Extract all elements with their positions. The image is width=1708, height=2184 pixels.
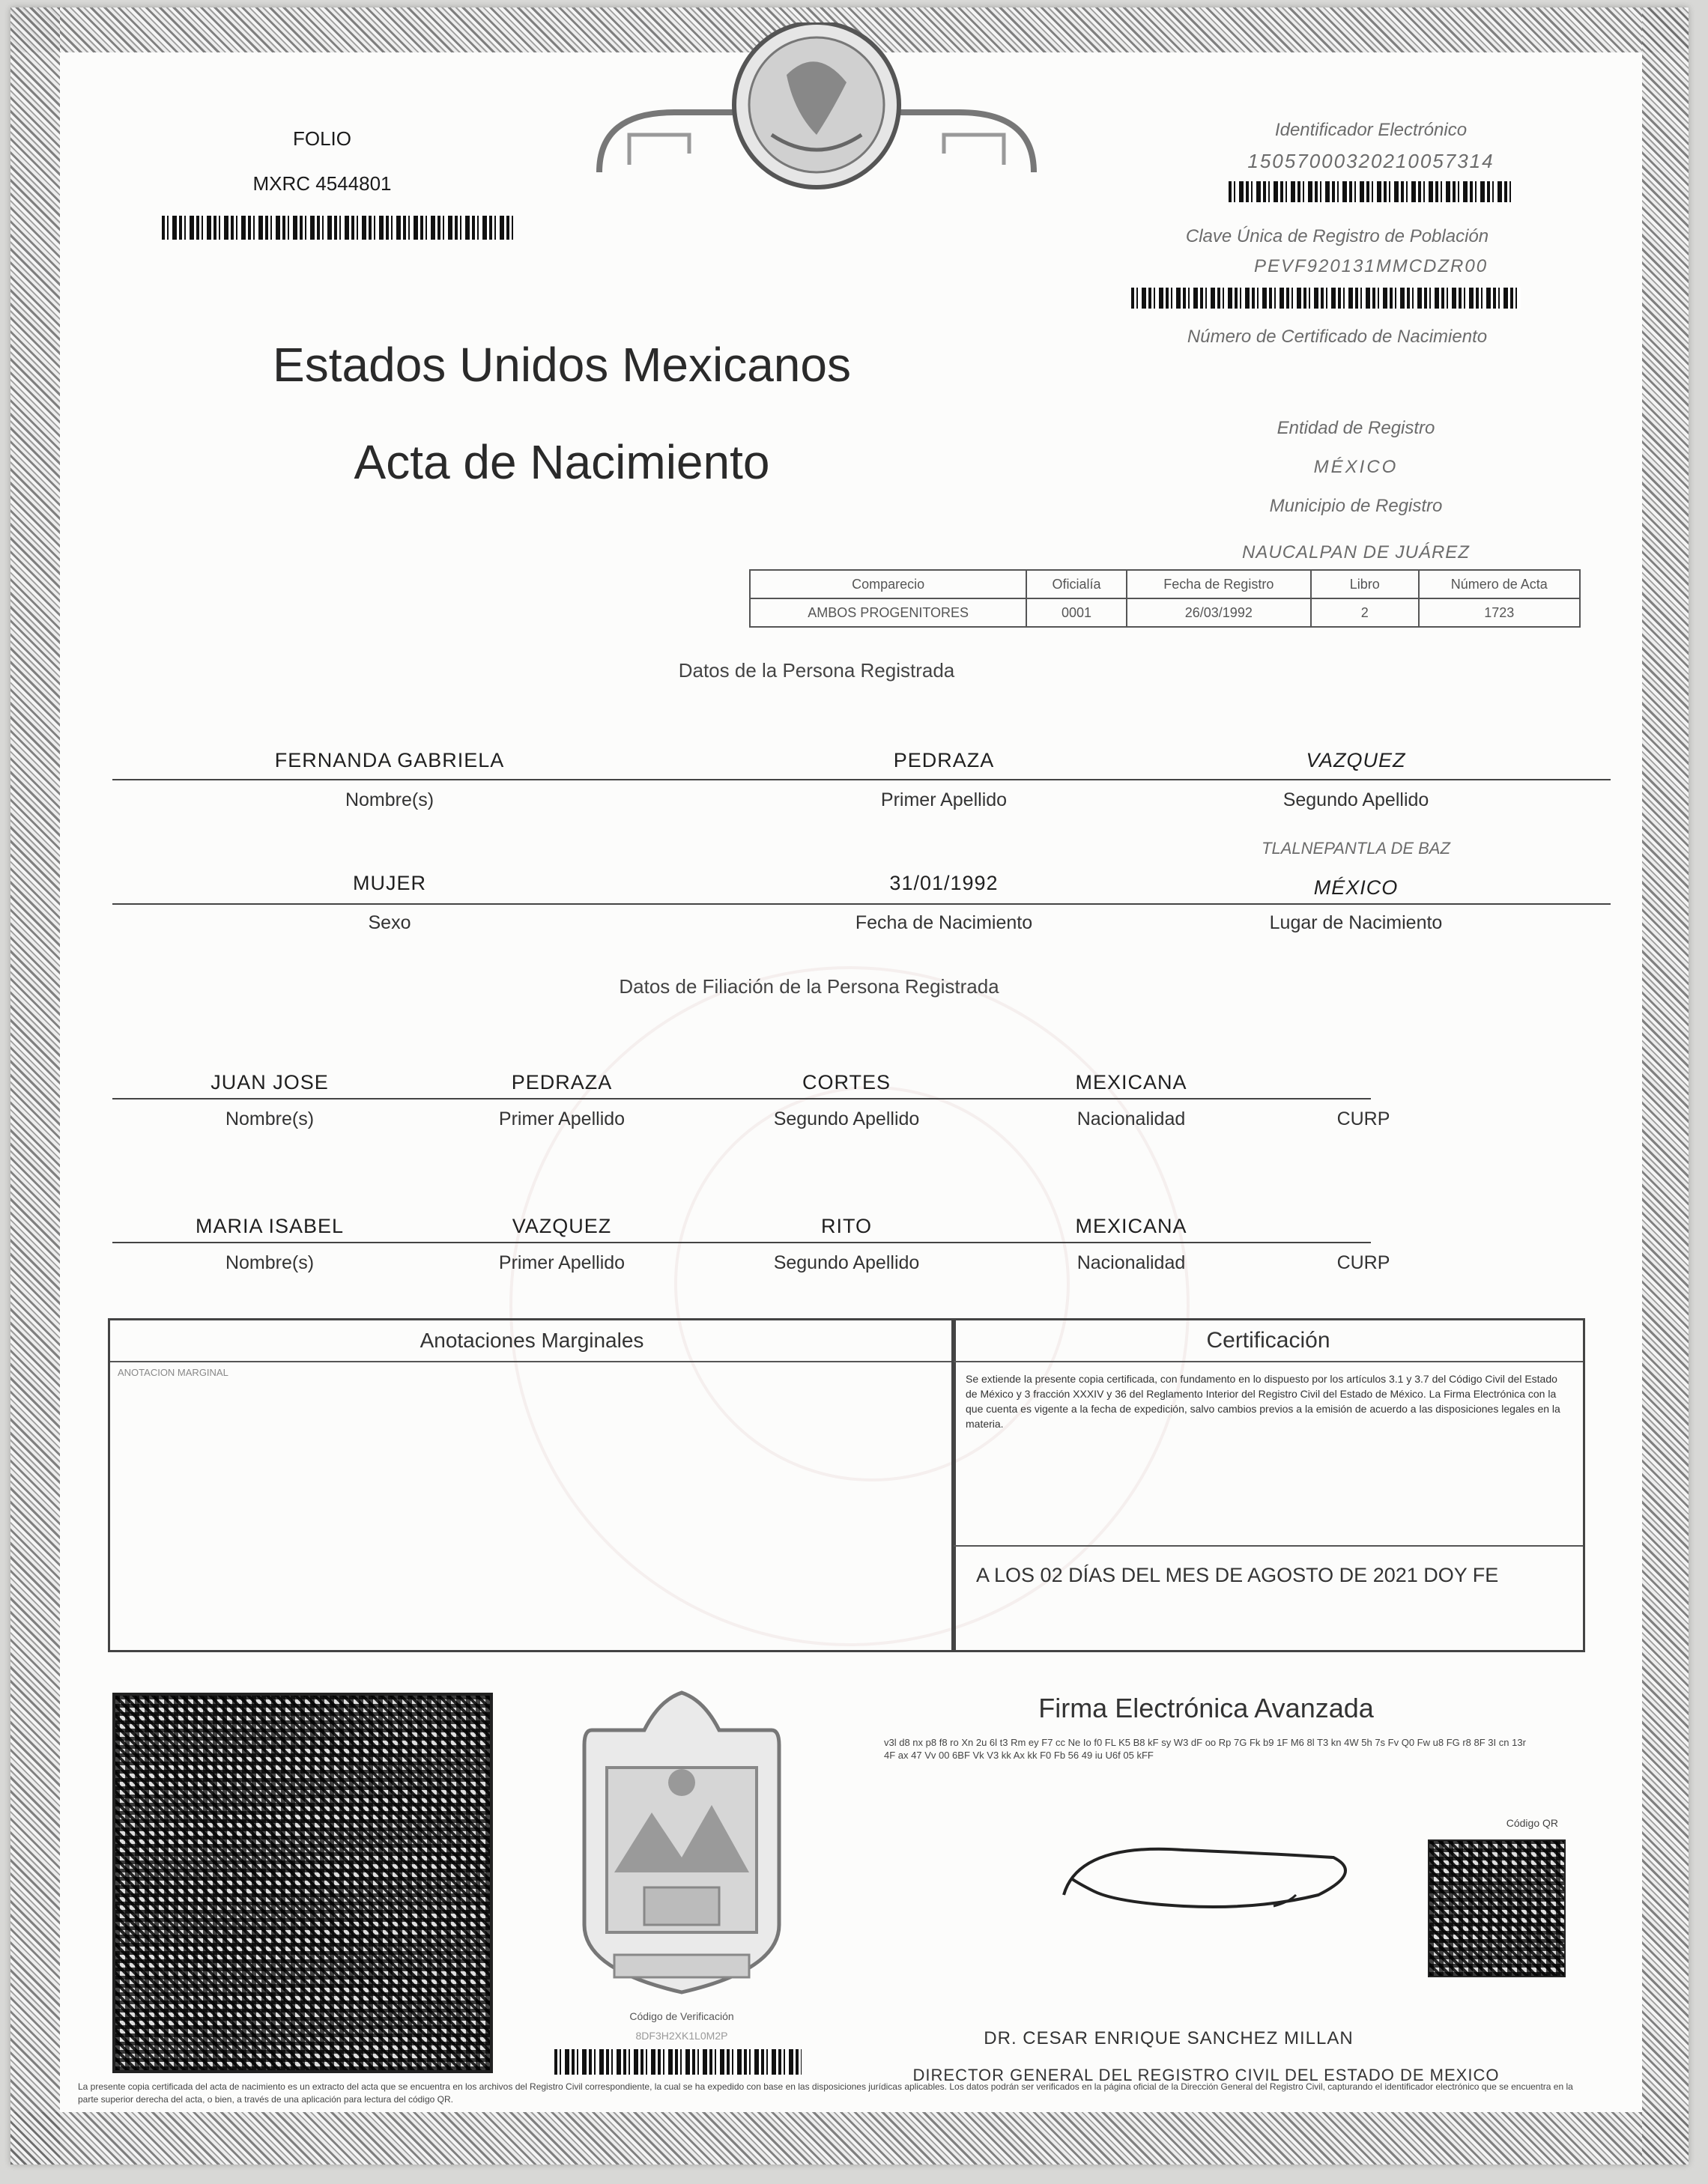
certification-box (951, 1318, 1585, 1652)
parent1-surname1-label: Primer Apellido (498, 1108, 626, 1129)
parent2-nationality: MEXICANA (1075, 1215, 1187, 1237)
person-first-name: FERNANDA GABRIELA (274, 749, 505, 771)
signature-qr-code (1428, 1839, 1566, 1977)
person-section-title: Datos de la Persona Registrada (678, 659, 955, 682)
director-title: DIRECTOR GENERAL DEL REGISTRO CIVIL DEL ESTADO DE MEXICO (912, 2066, 1500, 2084)
registry-header-cell: Fecha de Registro (1127, 570, 1311, 598)
certification-body: Se extiende la presente copia certificada, con fundamento en lo dispuesto por los artículos 3.1 y 3.7 del Código Civil del Estado de México y 3 fracción XXXIV y 36 del Reglamento Interior del Registro Civil del Estado de México. La Firma Electrónica con la que cuenta es vigente a la fecha de expedición, salvo cambios previos a la emisión de acuerdo a las disposiciones legales en la materia. (966, 1373, 1560, 1430)
curp-barcode (1131, 288, 1521, 309)
curp-value: PEVF920131MMCDZR00 (1253, 256, 1489, 276)
registry-value-cell: 1723 (1419, 598, 1580, 627)
curp-label: Clave Única de Registro de Población (1185, 226, 1489, 246)
qr-label: Código QR (1506, 1817, 1558, 1829)
verification-barcode (554, 2049, 802, 2075)
signature-hash: v3l d8 nx p8 f8 ro Xn 2u 6l t3 Rm ey F7 cc Ne Io f0 FL K5 B8 kF sy W3 dF oo Rp 7G Fk b9 1F M6 8l T3 kn 4W 5h 7s Fv Q0 Fw u8 FG r8 8F 3I cn 13r 4F ax 47 Vv 00 6BF Vk V3 kk Ax kk F0 Fb 56 49 iu U6f 05 kFF (884, 1737, 1526, 1761)
person-birth-line (112, 903, 1611, 905)
parent1-surname2: CORTES (802, 1071, 891, 1093)
certification-title: Certificación (954, 1320, 1583, 1362)
registry-header-cell: Libro (1311, 570, 1419, 598)
parent2-curp-label: CURP (1336, 1252, 1390, 1273)
national-coat-of-arms-icon (584, 22, 1049, 217)
verification-qr-code (112, 1693, 493, 2073)
decorative-border-left (10, 7, 60, 2165)
filiation-section-title: Datos de Filiación de la Persona Registrada (619, 975, 999, 998)
folio-number: MXRC 4544801 (252, 172, 392, 195)
surname1-label: Primer Apellido (880, 789, 1008, 810)
document-title: Acta de Nacimiento (354, 435, 770, 489)
decorative-border-right (1642, 7, 1689, 2165)
parent2-surname2-label: Segundo Apellido (773, 1252, 920, 1273)
parent2-name-label: Nombre(s) (225, 1252, 315, 1273)
registry-value-cell: 26/03/1992 (1127, 598, 1311, 627)
registry-header-cell: Comparecio (750, 570, 1026, 598)
handwritten-signature (1049, 1813, 1378, 1932)
parent1-surname2-label: Segundo Apellido (773, 1108, 920, 1129)
registry-header-cell: Número de Acta (1419, 570, 1580, 598)
parent2-name: MARIA ISABEL (195, 1215, 345, 1237)
parent1-nationality-label: Nacionalidad (1076, 1108, 1186, 1129)
birth-date-label: Fecha de Nacimiento (855, 912, 1033, 933)
annotations-title: Anotaciones Marginales (110, 1320, 954, 1362)
director-name: DR. CESAR ENRIQUE SANCHEZ MILLAN (984, 2028, 1354, 2048)
municipality-label: Municipio de Registro (1269, 496, 1443, 516)
folio-barcode (162, 216, 514, 240)
certification-divider (954, 1545, 1583, 1547)
country-title: Estados Unidos Mexicanos (273, 338, 851, 392)
person-birth-date: 31/01/1992 (889, 872, 999, 894)
parent1-surname1: PEDRAZA (511, 1071, 613, 1093)
sex-label: Sexo (368, 912, 411, 933)
parent2-line (112, 1242, 1371, 1243)
birth-place-label: Lugar de Nacimiento (1269, 912, 1443, 933)
person-surname2: VAZQUEZ (1306, 749, 1406, 771)
parent2-nationality-label: Nacionalidad (1076, 1252, 1186, 1273)
birth-place-state: MÉXICO (1313, 876, 1399, 899)
parent1-line (112, 1098, 1371, 1099)
registry-table-header-row (750, 570, 1580, 598)
annotations-box (108, 1318, 956, 1652)
person-name-line (112, 779, 1611, 780)
annotations-note: ANOTACION MARGINAL (118, 1367, 228, 1378)
registry-value-cell: 2 (1311, 598, 1419, 627)
parent1-nationality: MEXICANA (1075, 1071, 1187, 1093)
person-sex: MUJER (353, 872, 426, 894)
state-coat-of-arms-icon (569, 1685, 794, 2000)
folio-label: FOLIO (292, 127, 351, 150)
parent1-name: JUAN JOSE (211, 1071, 329, 1093)
parent2-surname2: RITO (820, 1215, 872, 1237)
registry-table-value-row (750, 598, 1580, 627)
footer-legal-text: La presente copia certificada del acta de nacimiento es un extracto del acta que se encuentra en los archivos del Registro Civil correspondiente, la cual se ha expedido con base en las disposiciones jurídicas aplicables. Los datos podrán ser verificados en la página oficial de la Dirección General del Registro Civil, capturando el identificador electrónico que se encuentra en la parte superior derecha del acta, o bien, a través de una aplicación para lectura del código QR. (78, 2081, 1573, 2105)
birth-place-city: TLALNEPANTLA DE BAZ (1262, 839, 1450, 858)
registry-value-cell: 0001 (1026, 598, 1126, 627)
municipality-value: NAUCALPAN DE JUÁREZ (1242, 542, 1470, 562)
surname2-label: Segundo Apellido (1282, 789, 1429, 810)
certification-date: A LOS 02 DÍAS DEL MES DE AGOSTO DE 2021 DOY FE (976, 1564, 1499, 1586)
certificate-number-label: Número de Certificado de Nacimiento (1187, 327, 1488, 347)
identifier-label: Identificador Electrónico (1274, 120, 1468, 140)
verification-code: 8DF3H2XK1L0M2P (635, 2030, 728, 2042)
person-surname1: PEDRAZA (893, 749, 995, 771)
registry-value-cell: AMBOS PROGENITORES (750, 598, 1026, 627)
parent2-surname1: VAZQUEZ (512, 1215, 612, 1237)
registry-header-cell: Oficialía (1026, 570, 1126, 598)
document-body (60, 52, 1642, 2112)
signature-title: Firma Electrónica Avanzada (1038, 1693, 1374, 1723)
entity-value: MÉXICO (1313, 457, 1399, 477)
parent2-surname1-label: Primer Apellido (498, 1252, 626, 1273)
verification-label: Código de Verificación (629, 2010, 734, 2022)
identifier-barcode (1229, 181, 1513, 202)
parent1-curp-label: CURP (1336, 1108, 1390, 1129)
identifier-value: 15057000320210057314 (1247, 150, 1494, 172)
registry-table (749, 569, 1581, 628)
entity-label: Entidad de Registro (1277, 418, 1435, 438)
decorative-border-bottom (10, 2112, 1689, 2165)
birth-certificate-sheet (10, 7, 1689, 2165)
parent1-name-label: Nombre(s) (225, 1108, 315, 1129)
first-name-label: Nombre(s) (345, 789, 434, 810)
